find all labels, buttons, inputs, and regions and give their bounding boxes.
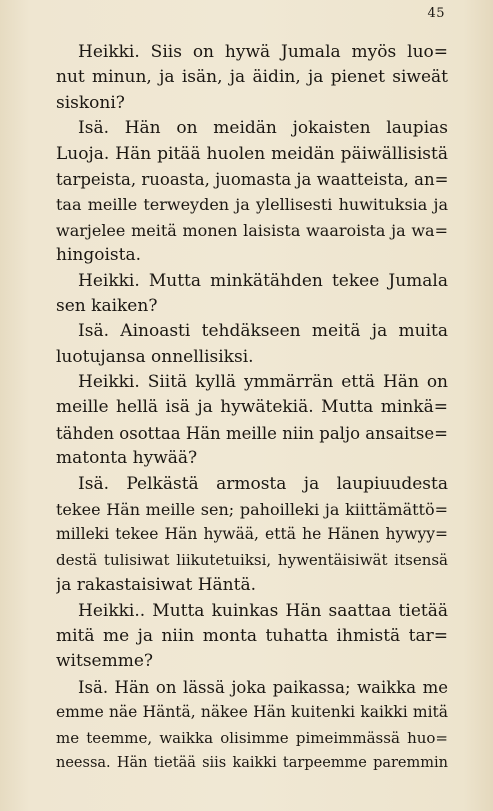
text-line: taa meille terweyden ja ylellisesti huwituksia ja: [56, 195, 448, 215]
text-line: Isä. Hän on lässä joka paikassa; waikka me: [78, 677, 448, 697]
text-line: destä tulisiwat liikutetuiksi, hywentäisiwät itsensä: [56, 550, 448, 569]
text-line: nut minun, ja isän, ja äidin, ja pienet siweät: [56, 67, 448, 88]
text-line: sen kaiken?: [56, 295, 158, 316]
dialogue-text: [56, 40, 448, 776]
text-line: Heikki. Siitä kyllä ymmärrän että Hän on: [78, 372, 448, 393]
text-line: mitä me ja niin monta tuhatta ihmistä tar=: [56, 625, 448, 646]
text-line: neessa. Hän tietää siis kaikki tarpeemme paremmin: [56, 754, 448, 771]
text-line: matonta hywää?: [56, 448, 198, 469]
page-number: 45: [427, 6, 445, 21]
text-line: emme näe Häntä, näkee Hän kuitenki kaikki mitä: [56, 703, 448, 722]
text-line: warjelee meitä monen laisista waaroista ja wa=: [56, 220, 448, 240]
text-line: Isä. Ainoasti tehdäkseen meitä ja muita: [78, 321, 448, 342]
text-line: tähden osottaa Hän meille niin paljo ansaitse=: [56, 423, 448, 443]
text-line: witsemme?: [56, 651, 154, 672]
text-line: Luoja. Hän pitää huolen meidän päiwällisistä: [56, 143, 448, 164]
text-line: tekee Hän meille sen; pahoilleki ja kiittämättö=: [56, 500, 448, 520]
text-line: milleki tekee Hän hywää, että he Hänen hywyy=: [56, 525, 448, 544]
text-line: siskoni?: [56, 92, 125, 113]
text-line: luotujansa onnellisiksi.: [56, 346, 254, 367]
text-line: tarpeista, ruoasta, juomasta ja waatteista, an=: [56, 169, 448, 189]
text-line: Isä. Pelkästä armosta ja laupiuudesta: [78, 473, 448, 494]
text-line: meille hellä isä ja hywätekiä. Mutta minkä=: [56, 397, 448, 418]
text-line: hingoista.: [56, 245, 141, 266]
text-line: Isä. Hän on meidän jokaisten laupias: [78, 118, 448, 139]
text-line: Heikki. Mutta minkätähden tekee Jumala: [78, 270, 448, 291]
text-line: ja rakastaisiwat Häntä.: [56, 575, 256, 596]
text-line: Heikki.. Mutta kuinkas Hän saattaa tietää: [78, 600, 448, 621]
text-line: Heikki. Siis on hywä Jumala myös luo=: [78, 42, 448, 62]
text-line: me teemme, waikka olisimme pimeimmässä huo=: [56, 728, 448, 747]
